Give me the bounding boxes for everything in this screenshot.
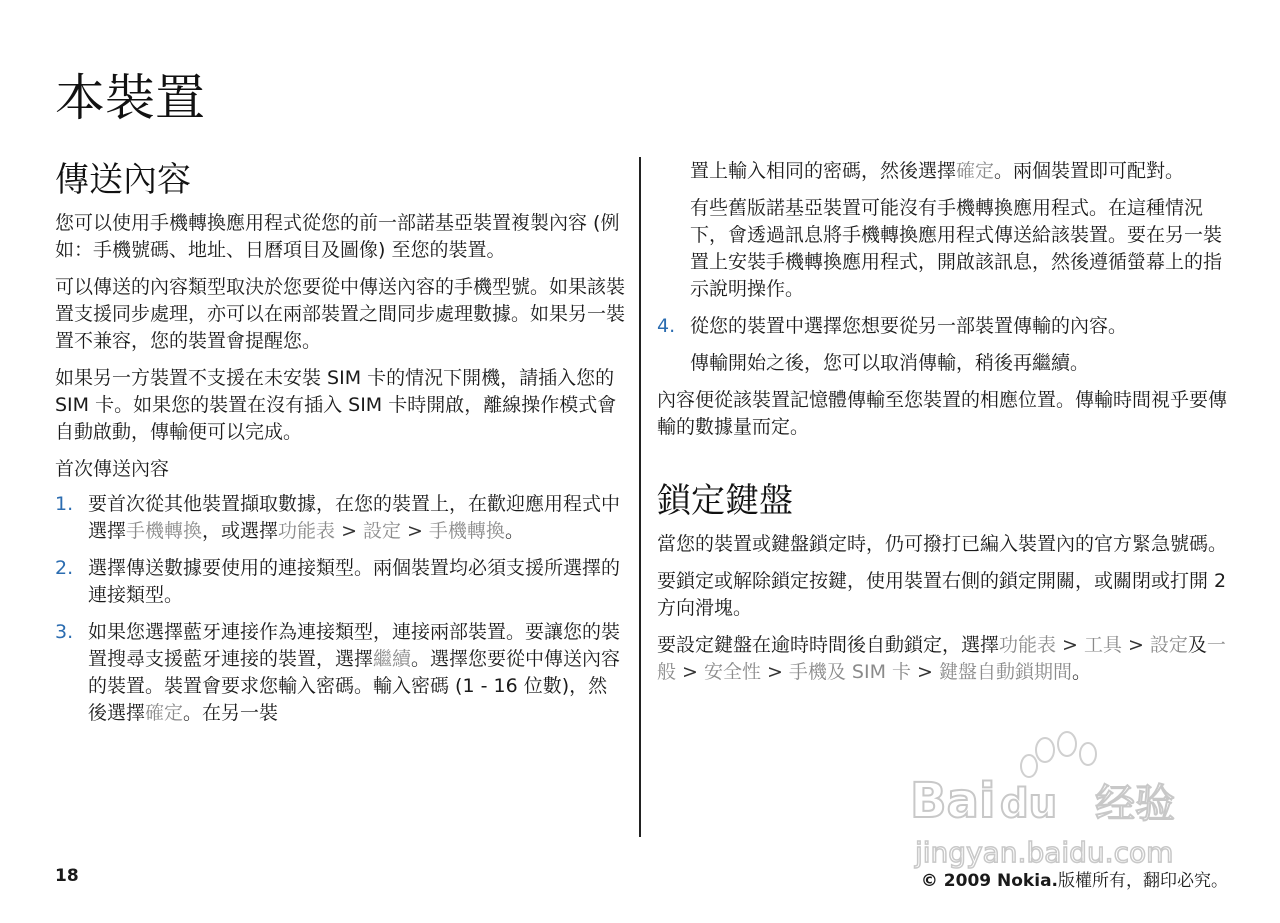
copyright-notice <box>921 866 1228 891</box>
ui-term: 鍵盤自動鎖期間 <box>938 661 1072 683</box>
ui-term: 繼續 <box>373 648 412 670</box>
path-separator: > <box>682 661 698 683</box>
step-3-note: 有些舊版諾基亞裝置可能沒有手機轉換應用程式。在這種情況下，會透過訊息將手機轉換應用程式傳送給該裝置。要在另一裝置上安裝手機轉換應用程式，開啟該訊息，然後遵循螢幕上的指示說明操作。 <box>690 197 1223 300</box>
ui-term: 確定 <box>145 702 184 724</box>
ui-term: 一般 <box>657 634 1226 683</box>
watermark-brand-cn: 经验 <box>1095 781 1175 827</box>
step-4-note: 傳輸開始之後，您可以取消傳輸，稍後再繼續。 <box>690 352 1090 374</box>
page-number: 18 <box>55 866 79 886</box>
column-divider <box>639 157 641 837</box>
path-separator: > <box>917 661 933 683</box>
ui-term: 工具 <box>1083 634 1122 656</box>
ui-term: 功能表 <box>999 634 1057 656</box>
ui-term: 手機及 SIM 卡 <box>788 661 912 683</box>
body-text: 要設定鍵盤在逾時時間後自動鎖定，選擇 <box>657 634 1000 656</box>
body-text: 及 <box>1187 634 1207 656</box>
path-separator: > <box>1062 634 1078 656</box>
transfer-sim-paragraph: 如果另一方裝置不支援在未安裝 SIM 卡的情況下開機，請插入您的 SIM 卡。如果您的裝置在沒有插入 SIM 卡時開啟，離線操作模式會自動啟動，傳輸便可以完成。 <box>55 367 617 443</box>
path-separator: > <box>407 520 423 542</box>
ui-term: 功能表 <box>278 520 336 542</box>
path-separator: > <box>341 520 357 542</box>
step-number: 4. <box>657 315 676 337</box>
page-title: 本裝置 <box>55 69 205 127</box>
step-text: 。在另一裝 <box>183 702 279 724</box>
ui-term: 設定 <box>362 520 401 542</box>
step-text: 如果您選擇藍牙連接作為連接類型，連接兩部裝置。要讓您的裝置搜尋支援藍牙連接的裝置，選擇 <box>88 621 621 670</box>
watermark-url: jingyan.baidu.com <box>915 836 1174 869</box>
step-text: 選擇傳送數據要使用的連接類型。兩個裝置均必須支援所選擇的連接類型。 <box>88 557 621 606</box>
section-heading-transfer: 傳送內容 <box>55 160 191 200</box>
step-number: 3. <box>55 621 74 643</box>
step-text: ，或選擇 <box>202 520 279 542</box>
first-transfer-subheading: 首次傳送內容 <box>55 458 170 480</box>
copyright-suffix: 版權所有，翻印必究。 <box>1058 871 1228 891</box>
transfer-intro-paragraph: 您可以使用手機轉換應用程式從您的前一部諾基亞裝置複製內容 (例如：手機號碼、地址、日曆項目及圖像) 至您的裝置。 <box>55 212 620 261</box>
watermark-brand-mid: du <box>1000 781 1058 827</box>
keypad-switch-paragraph: 要鎖定或解除鎖定按鍵，使用裝置右側的鎖定開關，或關閉或打開 2 方向滑塊。 <box>657 570 1227 619</box>
keypad-emergency-paragraph: 當您的裝置或鍵盤鎖定時，仍可撥打已編入裝置內的官方緊急號碼。 <box>657 533 1228 555</box>
step-text: 。兩個裝置即可配對。 <box>994 160 1185 182</box>
path-separator: > <box>1127 634 1144 656</box>
baidu-jingyan-watermark <box>905 722 1205 872</box>
ui-term: 手機轉換 <box>428 520 505 542</box>
step-2 <box>55 555 625 609</box>
ui-term: 安全性 <box>703 661 761 683</box>
step-text: 。 <box>504 520 524 542</box>
left-column <box>55 158 625 737</box>
ui-term: 確定 <box>956 160 995 182</box>
step-4 <box>657 313 1227 340</box>
step-1 <box>55 491 625 545</box>
step-number: 2. <box>55 557 74 579</box>
step-3 <box>55 619 625 727</box>
path-separator: > <box>766 661 783 683</box>
body-text: 。 <box>1071 661 1091 683</box>
step-text: 。選擇您要從中傳送內容的裝置。裝置會要求您輸入密碼。輸入密碼 (1 - 16 位數)，然後選擇 <box>88 648 621 724</box>
right-column-body <box>657 158 1227 696</box>
transfer-closing-paragraph: 內容便從該裝置記憶體傳輸至您裝置的相應位置。傳輸時間視乎要傳輸的數據量而定。 <box>657 389 1228 438</box>
step-text: 從您的裝置中選擇您想要從另一部裝置傳輸的內容。 <box>690 315 1128 337</box>
copyright-prefix: © 2009 Nokia. <box>920 871 1058 891</box>
step-text: 要首次從其他裝置擷取數據，在您的裝置上，在歡迎應用程式中選擇 <box>88 493 621 542</box>
keypad-autolock-paragraph <box>657 632 1227 686</box>
ui-term: 手機轉換 <box>126 520 203 542</box>
step-number: 1. <box>55 493 74 515</box>
transfer-compat-paragraph: 可以傳送的內容類型取決於您要從中傳送內容的手機型號。如果該裝置支援同步處理，亦可以在兩部裝置之間同步處理數據。如果另一裝置不兼容，您的裝置會提醒您。 <box>55 276 626 352</box>
ui-term: 設定 <box>1149 634 1188 656</box>
step-3-pairing <box>657 158 1227 185</box>
step-text: 置上輸入相同的密碼，然後選擇 <box>690 160 957 182</box>
watermark-brand: Bai <box>910 773 996 829</box>
section-heading-keypad: 鎖定鍵盤 <box>657 481 793 521</box>
